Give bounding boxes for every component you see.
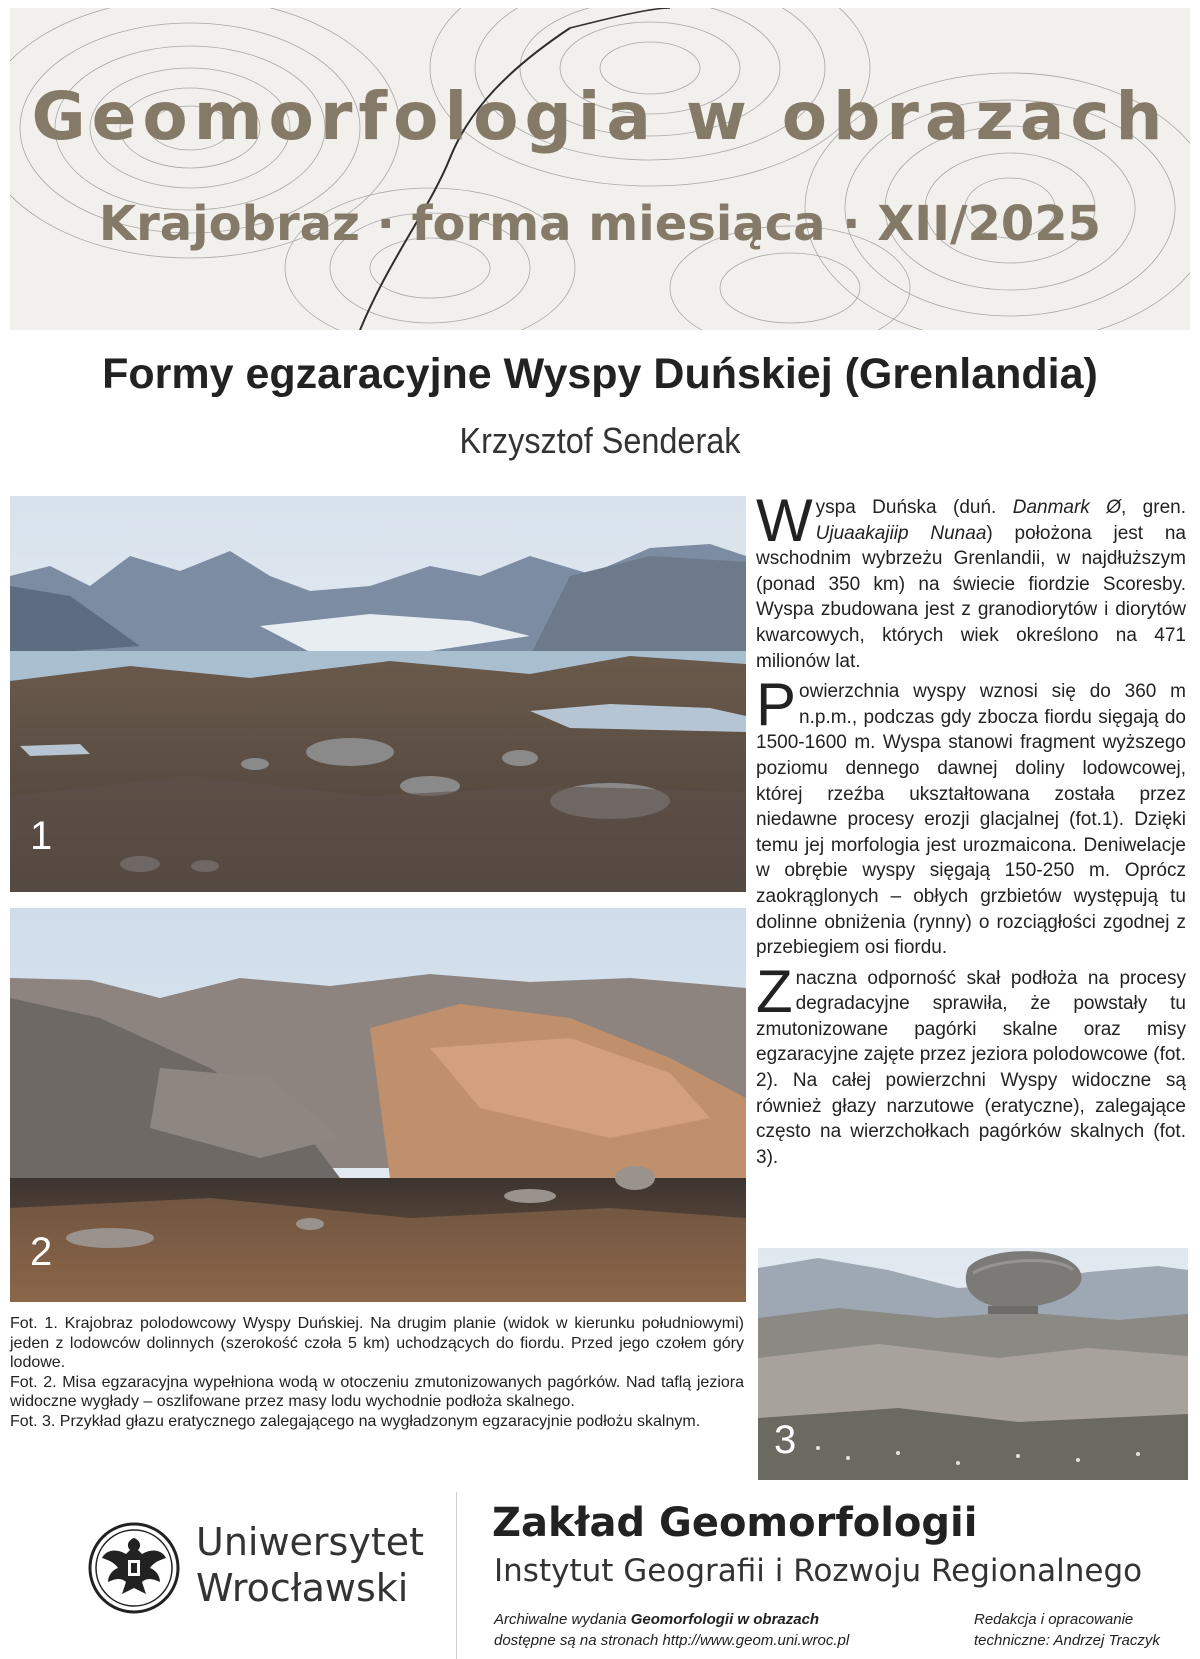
dropcap-1: W (756, 487, 813, 554)
caption-3: Fot. 3. Przykład głazu eratycznego zalegającego na wygładzonym egzaracyjnie podłożu skalnym. (10, 1412, 701, 1430)
photo-captions (10, 1314, 744, 1432)
photo-number-1: 1 (30, 814, 53, 858)
archive-note-line1: Archiwalne wydania Geomorfologii w obrazach (494, 1611, 820, 1628)
series-title: Geomorfologia w obrazach (31, 78, 1169, 155)
article-author: Krzysztof Senderak (459, 420, 741, 461)
caption-2: Fot. 2. Misa egzaracyjna wypełniona wodą w otoczeniu zmutonizowanych pagórków. Nad taflą jeziora widoczne wygłady – oszlifowane przez masy lodu wychodnie podłoża skalnego. (10, 1373, 744, 1411)
photo-erratic-boulder (758, 1248, 1188, 1480)
department-name: Zakład Geomorfologii (492, 1500, 978, 1546)
photo-glacial-lake-basin (10, 908, 746, 1302)
archive-note-line2: dostępne są na stronach http://www.geom.uni.wroc.pl (494, 1632, 850, 1649)
editor-credit-line2: techniczne: Andrzej Traczyk (974, 1632, 1160, 1649)
photo-number-2: 2 (30, 1230, 53, 1274)
body-paragraph-2: Powierzchnia wyspy wznosi się do 360 m n.p.m., podczas gdy zbocza fiordu sięgają do 1500-1600 m. Wyspa stanowi fragment wyższego poziomu dennego dawnej doliny lodowcowej, której rzeźba ukształtowana została przez niedawne procesy erozji glacjalnej (fot.1). Dzięki temu jej morfologia jest urozmaicona. Deniwelacje w obrębie wyspy sięgają 150-250 m. Oprócz zaokrąglonych – obłych grzbietów występują tu dolinne obniżenia (rynny) o rozciągłości zgodnej z przebiegiem osi fiordu. (756, 671, 1186, 959)
university-name-line1: Uniwersytet (196, 1520, 424, 1564)
body-paragraph-1: Wyspa Duńska (duń. Danmark Ø, gren. Ujuaakajiip Nunaa) położona jest na wschodnim wybrzeżu Grenlandii, w najdłuższym (ponad 350 km) na świecie fiordzie Scoresby. Wyspa zbudowana jest z granodiorytów i diorytów kwarcowych, których wiek określono na 471 milionów lat. (756, 487, 1186, 672)
article-body (756, 487, 1186, 1175)
editor-credit-line1: Redakcja i opracowanie (974, 1611, 1134, 1628)
caption-1: Fot. 1. Krajobraz polodowcowy Wyspy Duńskiej. Na drugim planie (widok w kierunku południowymi) jeden z lodowców dolinnych (szerokość czoła 5 km) uchodzących do fiordu. Przed jego czołem góry lodowe. (10, 1315, 744, 1372)
dropcap-2: P (756, 671, 797, 739)
dropcap-3: Z (756, 957, 793, 1025)
body-paragraph-3: Znaczna odporność skał podłoża na procesy degradacyjne sprawiła, że powstały tu zmutonizowane pagórki skalne oraz misy egzaracyjne zajęte przez jeziora polodowcowe (fot. 2). Na całej powierzchni Wyspy widoczne są również głazy narzutowe (eratyczne), zalegające często na wierzchołkach pagórków skalnych (fot. 3). (756, 957, 1186, 1168)
institute-name: Instytut Geografii i Rozwoju Regionalnego (494, 1553, 1143, 1589)
university-name-line2: Wrocławski (196, 1566, 409, 1610)
university-eagle-logo (86, 1520, 182, 1616)
photo-glacial-landscape (10, 496, 746, 892)
series-subtitle: Krajobraz · forma miesiąca · XII/2025 (98, 196, 1102, 252)
footer-divider (456, 1492, 457, 1659)
photo-number-3: 3 (774, 1418, 797, 1462)
topographic-map-background (10, 8, 1190, 330)
article-title: Formy egzaracyjne Wyspy Duńskiej (Grenlandia) (102, 350, 1098, 398)
header-banner (10, 8, 1190, 330)
